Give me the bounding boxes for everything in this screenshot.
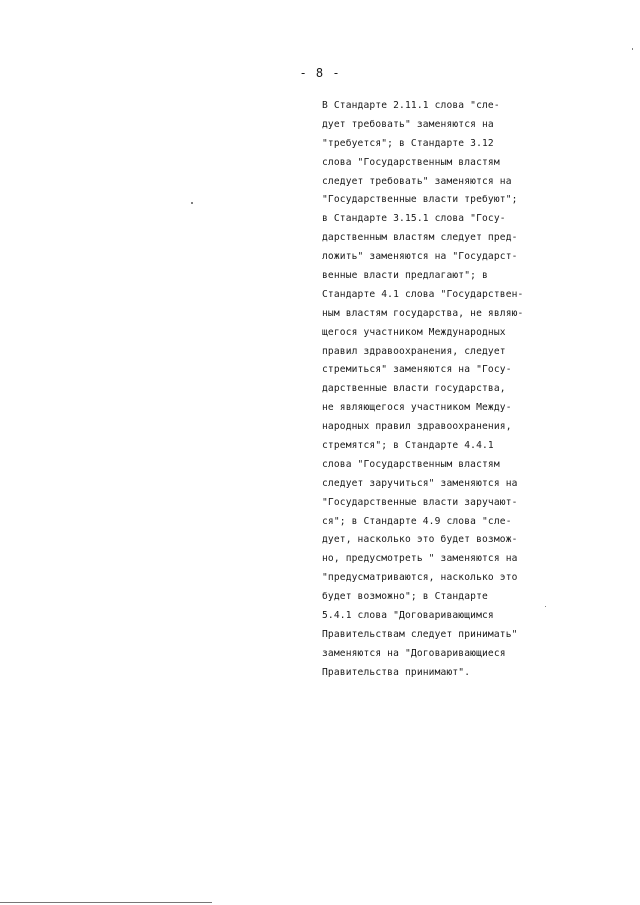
- text-line: правил здравоохранения, следует: [322, 345, 506, 357]
- text-line: "Государственные власти заручают-: [322, 496, 518, 508]
- text-line: 5.4.1 слова "Договаривающимся: [322, 610, 494, 622]
- text-line: но, предусмотреть " заменяются на: [322, 553, 518, 565]
- text-line: ным властям государства, не являю-: [322, 307, 524, 319]
- text-line: венные власти предлагают"; в: [322, 270, 488, 282]
- text-line: дует, насколько это будет возмож-: [322, 534, 518, 546]
- page-number: - 8 -: [299, 66, 341, 80]
- text-line: дует требовать" заменяются на: [322, 118, 494, 130]
- text-line: слова "Государственным властям: [322, 156, 500, 168]
- text-line: дарственные власти государства,: [322, 383, 506, 395]
- text-line: "предусматриваются, насколько это: [322, 572, 518, 584]
- scan-speck: [545, 606, 546, 607]
- scan-speck: [632, 48, 633, 50]
- text-line: Стандарте 4.1 слова "Государствен-: [322, 288, 524, 300]
- text-line: следует требовать" заменяются на: [322, 175, 512, 187]
- body-text: [322, 97, 542, 683]
- text-line: щегося участником Международных: [322, 326, 506, 338]
- text-line: Правительства принимают".: [322, 666, 471, 678]
- text-line: в Стандарте 3.15.1 слова "Госу-: [322, 213, 506, 225]
- text-line: ложить" заменяются на "Государст-: [322, 251, 518, 263]
- text-line: не являющегося участником Между-: [322, 402, 512, 414]
- text-line: Правительствам следует принимать": [322, 628, 518, 640]
- text-line: стремиться" заменяются на "Госу-: [322, 364, 512, 376]
- text-line: дарственным властям следует пред-: [322, 232, 518, 244]
- text-line: слова "Государственным властям: [322, 458, 500, 470]
- text-line: "требуется"; в Стандарте 3.12: [322, 137, 494, 149]
- text-line: В Стандарте 2.11.1 слова "сле-: [322, 100, 500, 111]
- scan-speck: [191, 202, 193, 204]
- text-line: будет возможно"; в Стандарте: [322, 591, 488, 603]
- text-line: ся"; в Стандарте 4.9 слова "сле-: [322, 515, 512, 527]
- text-line: стремятся"; в Стандарте 4.4.1: [322, 440, 494, 452]
- text-line: народных правил здравоохранения,: [322, 421, 512, 433]
- text-line: следует заручиться" заменяются на: [322, 477, 518, 489]
- scan-edge-line: [0, 902, 212, 903]
- text-line: "Государственные власти требуют";: [322, 194, 518, 206]
- text-line: заменяются на "Договаривающиеся: [322, 647, 506, 659]
